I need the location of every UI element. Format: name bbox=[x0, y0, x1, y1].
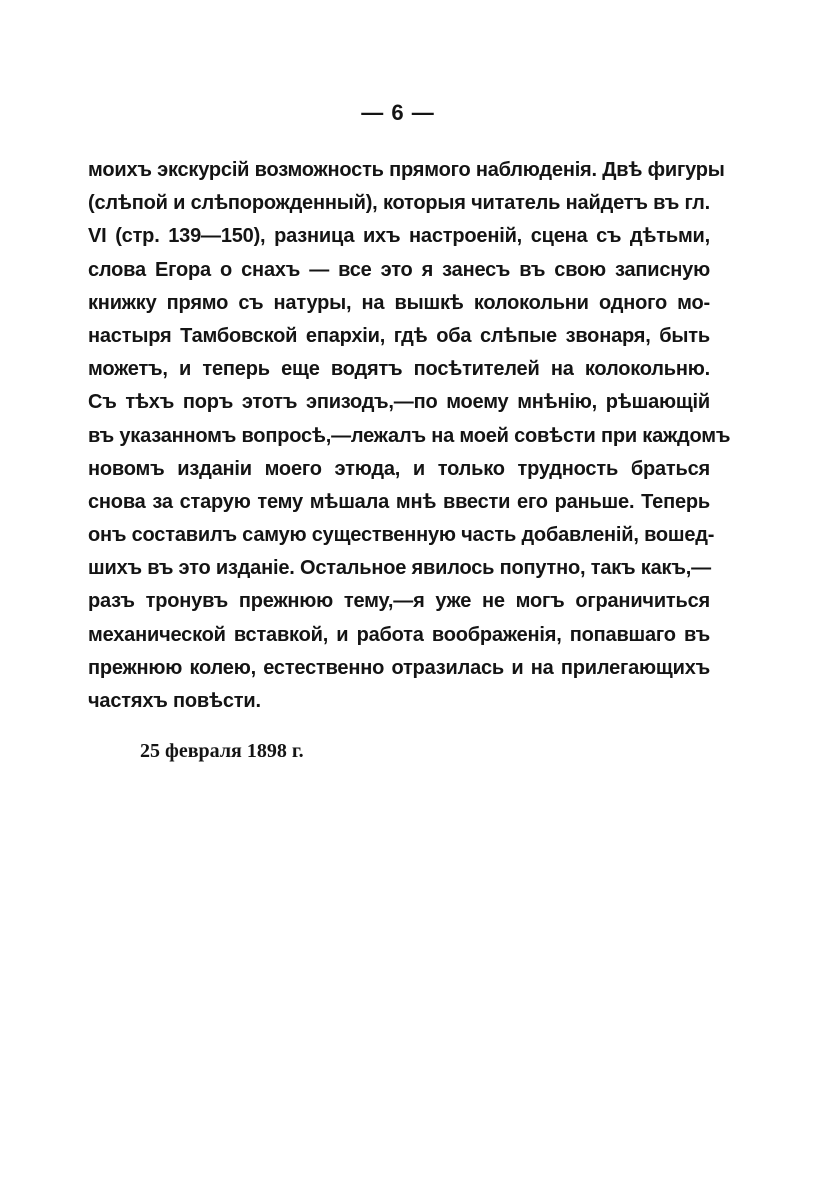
signature-date: 25 февраля 1898 г. bbox=[140, 740, 304, 762]
text-line: въ указанномъ вопросѣ,—лежалъ на моей совѣсти при каждомъ bbox=[88, 424, 731, 447]
text-line: механической вставкой, и работа воображенія, попавшаго въ bbox=[88, 623, 710, 646]
text-line: VI (стр. 139—150), разница ихъ настроеній, сцена съ дѣтьми, bbox=[88, 225, 710, 248]
text-line: книжку прямо съ натуры, на вышкѣ колокольни одного мо- bbox=[88, 291, 710, 314]
text-line: моихъ экскурсій возможность прямого наблюденія. Двѣ фигуры bbox=[88, 159, 725, 181]
text-line: (слѣпой и слѣпорожденный), которыя читатель найдетъ въ гл. bbox=[88, 192, 710, 215]
text-line: снова за старую тему мѣшала мнѣ ввести его раньше. Теперь bbox=[88, 490, 710, 513]
text-line: новомъ изданіи моего этюда, и только трудность браться bbox=[88, 457, 710, 480]
text-line: слова Егора о снахъ — все это я занесъ въ свою записную bbox=[88, 258, 710, 281]
text-line: шихъ въ это изданіе. Остальное явилось попутно, такъ какъ,— bbox=[88, 557, 711, 580]
text-line: можетъ, и теперь еще водятъ посѣтителей на колокольню. bbox=[88, 358, 710, 381]
body-paragraph bbox=[88, 154, 731, 718]
page-number: — 6 — bbox=[361, 100, 435, 125]
text-line: Съ тѣхъ поръ этотъ эпизодъ,—по моему мнѣнію, рѣшающій bbox=[88, 391, 710, 414]
text-line: онъ составилъ самую существенную часть добавленій, вошед- bbox=[88, 524, 715, 547]
text-line: настыря Тамбовской епархіи, гдѣ оба слѣпые звонаря, быть bbox=[88, 324, 710, 347]
text-line: прежнюю колею, естественно отразилась и на прилегающихъ bbox=[88, 656, 710, 679]
text-line: разъ тронувъ прежнюю тему,—я уже не могъ ограничиться bbox=[88, 590, 710, 613]
text-line-last: частяхъ повѣсти. bbox=[88, 690, 261, 712]
